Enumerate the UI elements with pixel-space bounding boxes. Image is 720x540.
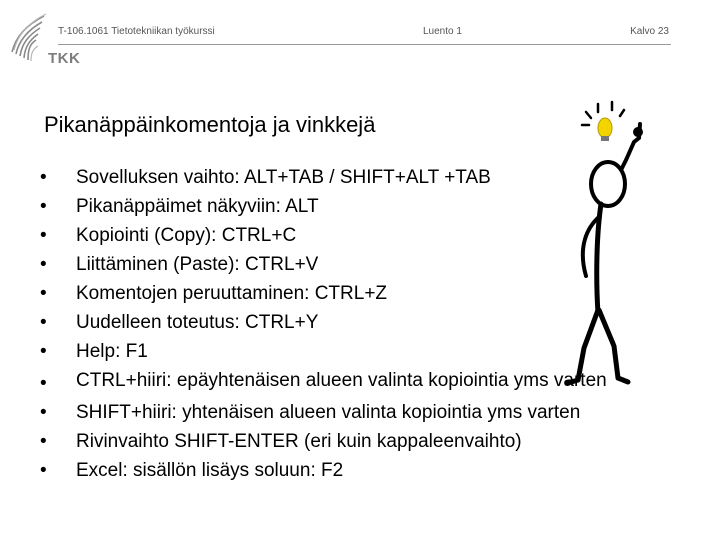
- bullet-item: [40, 427, 680, 456]
- bullet-text: Liittäminen (Paste): CTRL+V: [76, 254, 319, 275]
- header-divider: [58, 44, 671, 45]
- bullet-dot: •: [40, 312, 47, 333]
- bullet-text: Sovelluksen vaihto: ALT+TAB / SHIFT+ALT +TAB: [76, 167, 491, 188]
- bullet-dot: •: [40, 431, 47, 452]
- bullet-text: Rivinvaihto SHIFT-ENTER (eri kuin kappaleenvaihto): [76, 431, 522, 452]
- bullet-dot: •: [40, 341, 47, 362]
- slide-number: Kalvo 23: [630, 26, 669, 37]
- tkk-logo-text: TKK: [48, 50, 81, 67]
- bullet-dot: •: [40, 167, 47, 188]
- bullet-text: CTRL+hiiri: epäyhtenäisen alueen valinta kopiointia yms varten: [76, 370, 607, 391]
- slide-header: [58, 24, 671, 44]
- stick-figure-idea-icon: [556, 98, 668, 388]
- lecture-label: Luento 1: [423, 26, 462, 37]
- bullet-dot: •: [40, 460, 47, 481]
- bullet-text: Pikanäppäimet näkyviin: ALT: [76, 196, 319, 217]
- bullet-text: Komentojen peruuttaminen: CTRL+Z: [76, 283, 388, 304]
- bullet-item: [40, 398, 680, 427]
- bullet-dot: •: [40, 196, 47, 217]
- slide-title: Pikanäppäinkomentoja ja vinkkejä: [44, 112, 376, 137]
- bullet-text: Uudelleen toteutus: CTRL+Y: [76, 312, 319, 333]
- bullet-dot: •: [40, 225, 47, 246]
- bullet-text: Kopiointi (Copy): CTRL+C: [76, 225, 297, 246]
- course-name: T-106.1061 Tietotekniikan työkurssi: [58, 26, 215, 37]
- bullet-dot: •: [40, 402, 47, 423]
- bullet-item: [40, 456, 680, 485]
- bullet-text: Help: F1: [76, 341, 148, 362]
- bullet-dot: •: [40, 254, 47, 275]
- bullet-text: Excel: sisällön lisäys soluun: F2: [76, 460, 344, 481]
- bullet-dot: •: [40, 373, 47, 394]
- bullet-text: SHIFT+hiiri: yhtenäisen alueen valinta kopiointia yms varten: [76, 402, 581, 423]
- bullet-dot: •: [40, 283, 47, 304]
